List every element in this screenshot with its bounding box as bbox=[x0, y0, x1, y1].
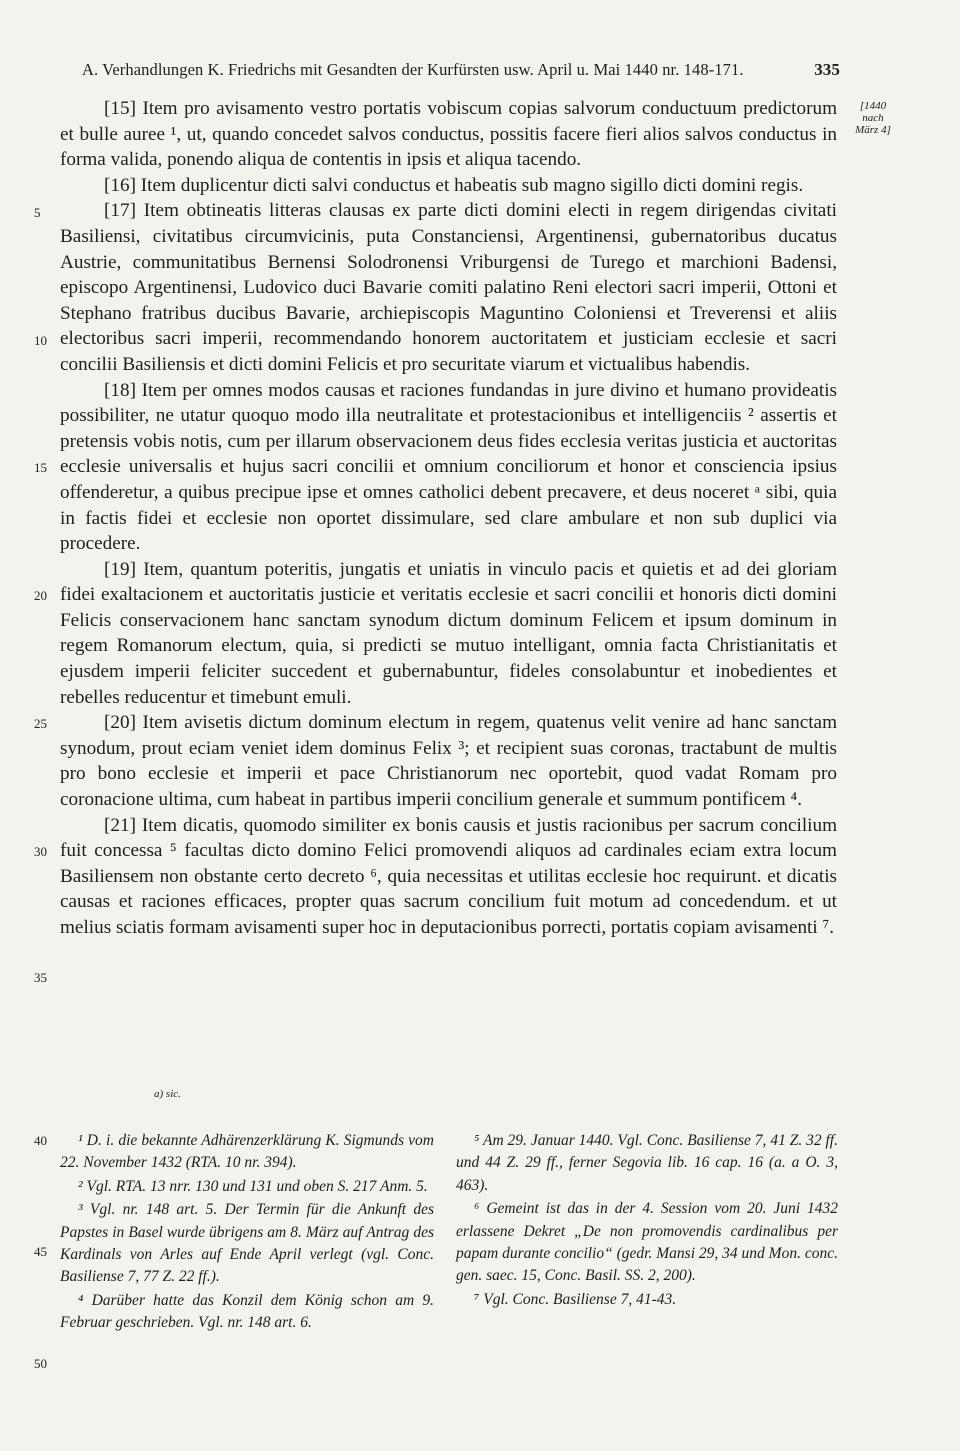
footnote-4: ⁴ Darüber hatte das Konzil dem König schon am 9. Februar geschrieben. Vgl. nr. 148 art. 6. bbox=[60, 1291, 434, 1332]
line-number: 35 bbox=[34, 970, 47, 985]
running-title: A. Verhandlungen K. Friedrichs mit Gesandten der Kurfürsten usw. April u. Mai 1440 nr. 148-171. bbox=[82, 60, 744, 79]
footnotes-right-column bbox=[456, 1130, 838, 1312]
footnote-7: ⁷ Vgl. Conc. Basiliense 7, 41-43. bbox=[474, 1290, 677, 1308]
line-number: 15 bbox=[34, 460, 47, 475]
paragraph-17: [17] Item obtineatis litteras clausas ex parte dicti domini electi in regem dirigendas civitati Basiliensi, civitatibus circumvicinis, puta Constanciensi, Argentinensi, gubernatoribus ducatus Austrie, communitatibus Bernensi Solodronensi Vriburgensi de Turego et marchioni Badensi, episcopo Argentinensi, Ludovico duci Bavarie comiti palatino Reni electori sacri imperii, Ottoni et Stephano fratribus ducibus Bavarie, archiepiscopis Maguntino Coloniensi et Treverensi et aliis electoribus sacri imperii, recommendando honorem auctoritatem et justiciam ecclesie et sacri concilii Basiliensis et dicti domini Felicis et pro securitate viarum et victualibus habendis. bbox=[60, 200, 837, 375]
paragraph-16: [16] Item duplicentur dicti salvi conductus et habeatis sub magno sigillo dicti domini regis. bbox=[104, 174, 804, 196]
line-number: 40 bbox=[34, 1133, 47, 1148]
footnotes-left-column bbox=[60, 1130, 434, 1336]
footnote-5: ⁵ Am 29. Januar 1440. Vgl. Conc. Basiliense 7, 41 Z. 32 ff. und 44 Z. 29 ff., ferner Segovia lib. 16 cap. 16 (a. a O. 3, 463). bbox=[456, 1132, 838, 1194]
footnote-2: ² Vgl. RTA. 13 nrr. 130 und 131 und oben S. 217 Anm. 5. bbox=[78, 1177, 428, 1195]
apparatus-note: a) sic. bbox=[154, 1088, 181, 1100]
page-number: 335 bbox=[814, 60, 840, 79]
margin-note-line: März 4] bbox=[855, 124, 891, 136]
main-text bbox=[60, 96, 837, 941]
line-number: 30 bbox=[34, 844, 47, 859]
paragraph-19: [19] Item, quantum poteritis, jungatis et uniatis in vinculo pacis et quietis et ad dei gloriam fidei exaltacionem et auctoritatis justicie et veritatis ecclesie et sacri concilii et honoris dicti domini Felicis conservacionem hanc sanctam synodum dictum dominum Felicem et ipsum dominum in regem Romanorum electum, quia, si predicti se mutuo intelligant, omnia facta Christianitatis et ejusdem imperii feliciter succedent et gubernabuntur, fideles consolabuntur et inobedientes et rebelles reducentur et timebunt emuli. bbox=[60, 558, 837, 708]
footnote-3: ³ Vgl. nr. 148 art. 5. Der Termin für die Ankunft des Papstes in Basel wurde übrigens am 8. März auf Antrag des Kardinals von Arles auf Ende April verlegt (vgl. Conc. Basiliense 7, 77 Z. 22 ff.). bbox=[60, 1201, 434, 1286]
line-number: 20 bbox=[34, 588, 47, 603]
line-number: 25 bbox=[34, 716, 47, 731]
footnote-1: ¹ D. i. die bekannte Adhärenzerklärung K. Sigmunds vom 22. November 1432 (RTA. 10 nr. 394). bbox=[60, 1132, 434, 1172]
paragraph-18: [18] Item per omnes modos causas et raciones fundandas in jure divino et humano provideatis possibiliter, ne utatur quoquo modo illa neutralitate et protestacionibus et intelligenciis ² assertis et pretensis vobis notis, cum per illarum observacionem deus fides ecclesia veritas justicia et auctoritas ecclesie universalis et hujus sacri concilii et omnium conciliorum et honor et consciencia ipsius offenderetur, a quibus precipue ipse et omnes catholici debent precavere, et deus noceret ᵃ sibi, quia in factis fidei et ecclesie non oportet dissimulare, sed clare ambulare et non sub duplici via procedere. bbox=[60, 379, 837, 555]
paragraph-20: [20] Item avisetis dictum dominum electum in regem, quatenus velit venire ad hanc sanctam synodum, prout eciam veniet idem dominus Felix ³; et recipient suas coronas, tractabunt de multis pro bono ecclesie et imperii et pace Christianorum nec oportebit, quod vadat Romam pro coronacione ultima, cum habeat in partibus imperii concilium generale et summum pontificem ⁴. bbox=[60, 712, 837, 811]
footnote-6: ⁶ Gemeint ist das in der 4. Session vom 20. Juni 1432 erlassene Dekret „De non promovendis cardinalibus per papam durante concilio“ (gedr. Mansi 29, 34 und Mon. conc. gen. saec. 15, Conc. Basil. SS. 2, 200). bbox=[456, 1200, 838, 1285]
line-number: 10 bbox=[34, 333, 47, 348]
line-number: 45 bbox=[34, 1244, 47, 1259]
margin-date-note bbox=[843, 100, 903, 136]
margin-note-line: [1440 bbox=[859, 100, 887, 112]
line-number: 5 bbox=[34, 205, 41, 220]
paragraph-21: [21] Item dicatis, quomodo similiter ex bonis causis et justis racionibus per sacrum concilium fuit concessa ⁵ facultas dicto domino Felici promovendi aliquos ad cardinales eciam extra locum Basiliensem non obstante certo decreto ⁶, quia necessitas et utilitas ecclesie hoc requirunt. et dicatis causas et raciones efficaces, propter quas sacrum concilium fuit motum ad concedendum. et ut melius sciatis formam avisamenti super hoc in deputacionibus porrecti, portatis copiam avisamenti ⁷. bbox=[60, 814, 837, 938]
line-number: 50 bbox=[34, 1356, 47, 1371]
paragraph-15: [15] Item pro avisamento vestro portatis vobiscum copias salvorum conductuum predictorum et bulle auree ¹, ut, quando concedet salvos conductus, possitis facere fieri alios salvos conductus in forma valida, ponendo aliqua de contentis in ipsis et aliqua tacendo. bbox=[60, 98, 837, 171]
margin-note-line: nach bbox=[862, 112, 884, 124]
running-header bbox=[82, 60, 838, 80]
